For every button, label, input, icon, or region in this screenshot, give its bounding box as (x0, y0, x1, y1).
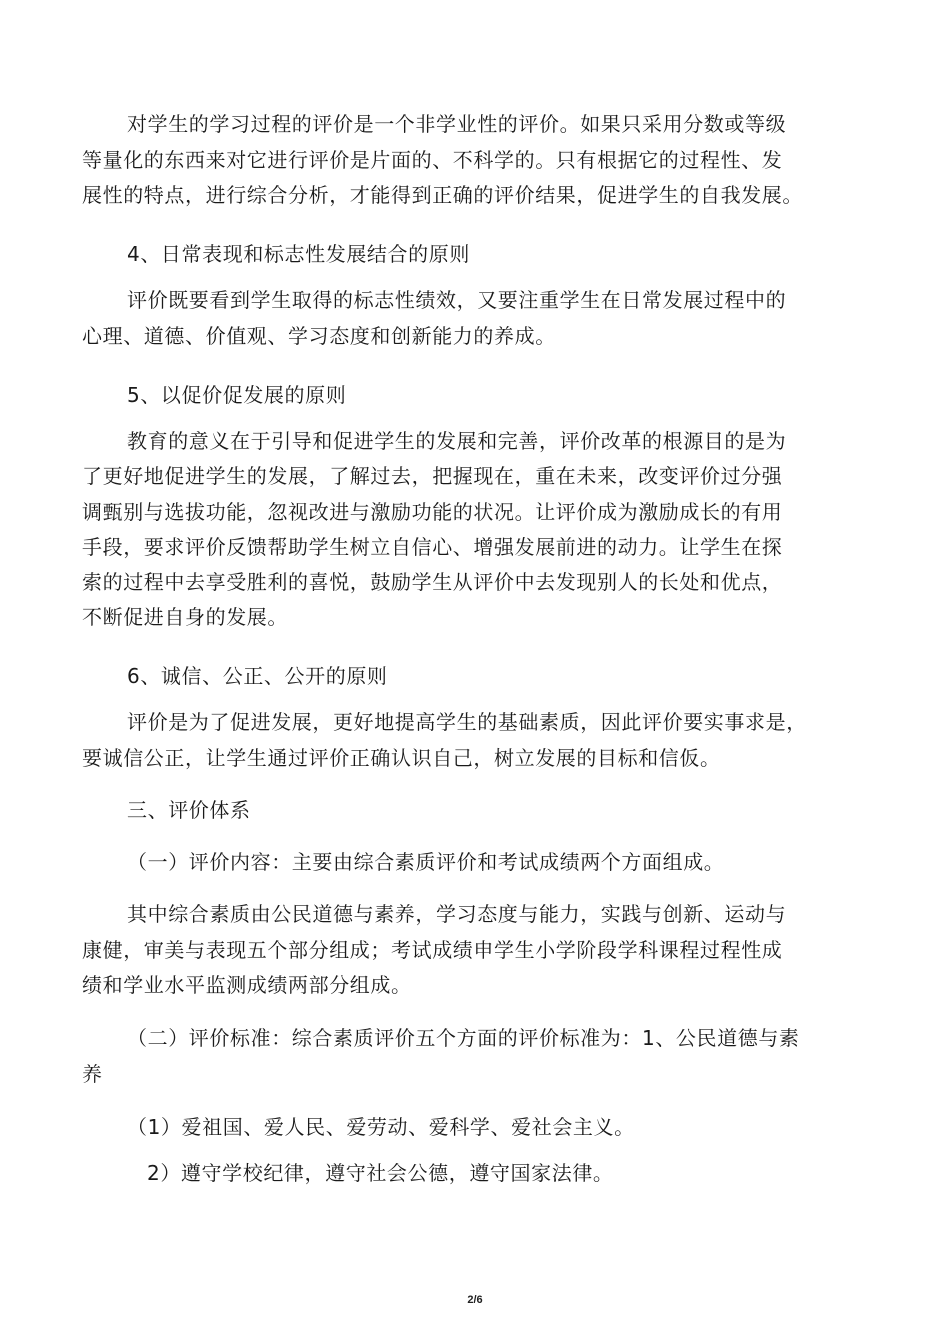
text-line: （一）评价内容：主要由综合素质评价和考试成绩两个方面组成。 (127, 850, 725, 874)
list-item: 2）遵守学校纪律，遵守社会公德，遵守国家法律。 (147, 1161, 614, 1185)
page-number: 2/6 (467, 1294, 483, 1306)
text-line: 评价既要看到学生取得的标志性绩效，又要注重学生在日常发展过程中的 (127, 288, 787, 312)
section-heading: 5、以促价促发展的原则 (127, 383, 347, 407)
text-line: 不断促进自身的发展。 (82, 605, 288, 629)
section-heading: 三、评价体系 (127, 798, 251, 822)
text-line: 等量化的东西来对它进行评价是片面的、不科学的。只有根据它的过程性、发 (82, 148, 783, 172)
text-line: 养 (82, 1062, 103, 1086)
list-item: （1）爱祖国、爱人民、爱劳动、爱科学、爱社会主义。 (127, 1115, 635, 1139)
text-line: 了更好地促进学生的发展，了解过去，把握现在，重在未来，改变评价过分强 (82, 464, 783, 488)
text-line: 索的过程中去享受胜利的喜悦，鼓励学生从评价中去发现别人的长处和优点， (82, 570, 783, 594)
text-line: 展性的特点，进行综合分析，才能得到正确的评价结果，促进学生的自我发展。 (82, 183, 803, 207)
section-heading: 4、日常表现和标志性发展结合的原则 (127, 242, 470, 266)
text-line: 调甄别与选拔功能，忽视改进与激励功能的状况。让评价成为激励成长的有用 (82, 500, 783, 524)
text-line: 其中综合素质由公民道德与素养，学习态度与能力，实践与创新、运动与 (127, 902, 787, 926)
text-line: 康健，审美与表现五个部分组成；考试成绩申学生小学阶段学科课程过程性成 (82, 938, 783, 962)
text-line: 绩和学业水平监测成绩两部分组成。 (82, 973, 412, 997)
text-line: （二）评价标准：综合素质评价五个方面的评价标准为：1、公民道德与素 (127, 1026, 800, 1050)
text-line: 手段，要求评价反馈帮助学生树立自信心、增强发展前进的动力。让学生在探 (82, 535, 783, 559)
text-line: 心理、道德、价值观、学习态度和创新能力的养成。 (82, 324, 556, 348)
text-line: 对学生的学习过程的评价是一个非学业性的评价。如果只采用分数或等级 (127, 112, 787, 136)
text-line: 教育的意义在于引导和促进学生的发展和完善，评价改革的根源目的是为 (127, 429, 787, 453)
text-line: 要诚信公正，让学生通过评价正确认识自己，树立发展的目标和信仮。 (82, 746, 721, 770)
text-line: 评价是为了促进发展，更好地提高学生的基础素质，因此评价要实事求是， (127, 710, 807, 734)
section-heading: 6、诚信、公正、公开的原则 (127, 664, 388, 688)
